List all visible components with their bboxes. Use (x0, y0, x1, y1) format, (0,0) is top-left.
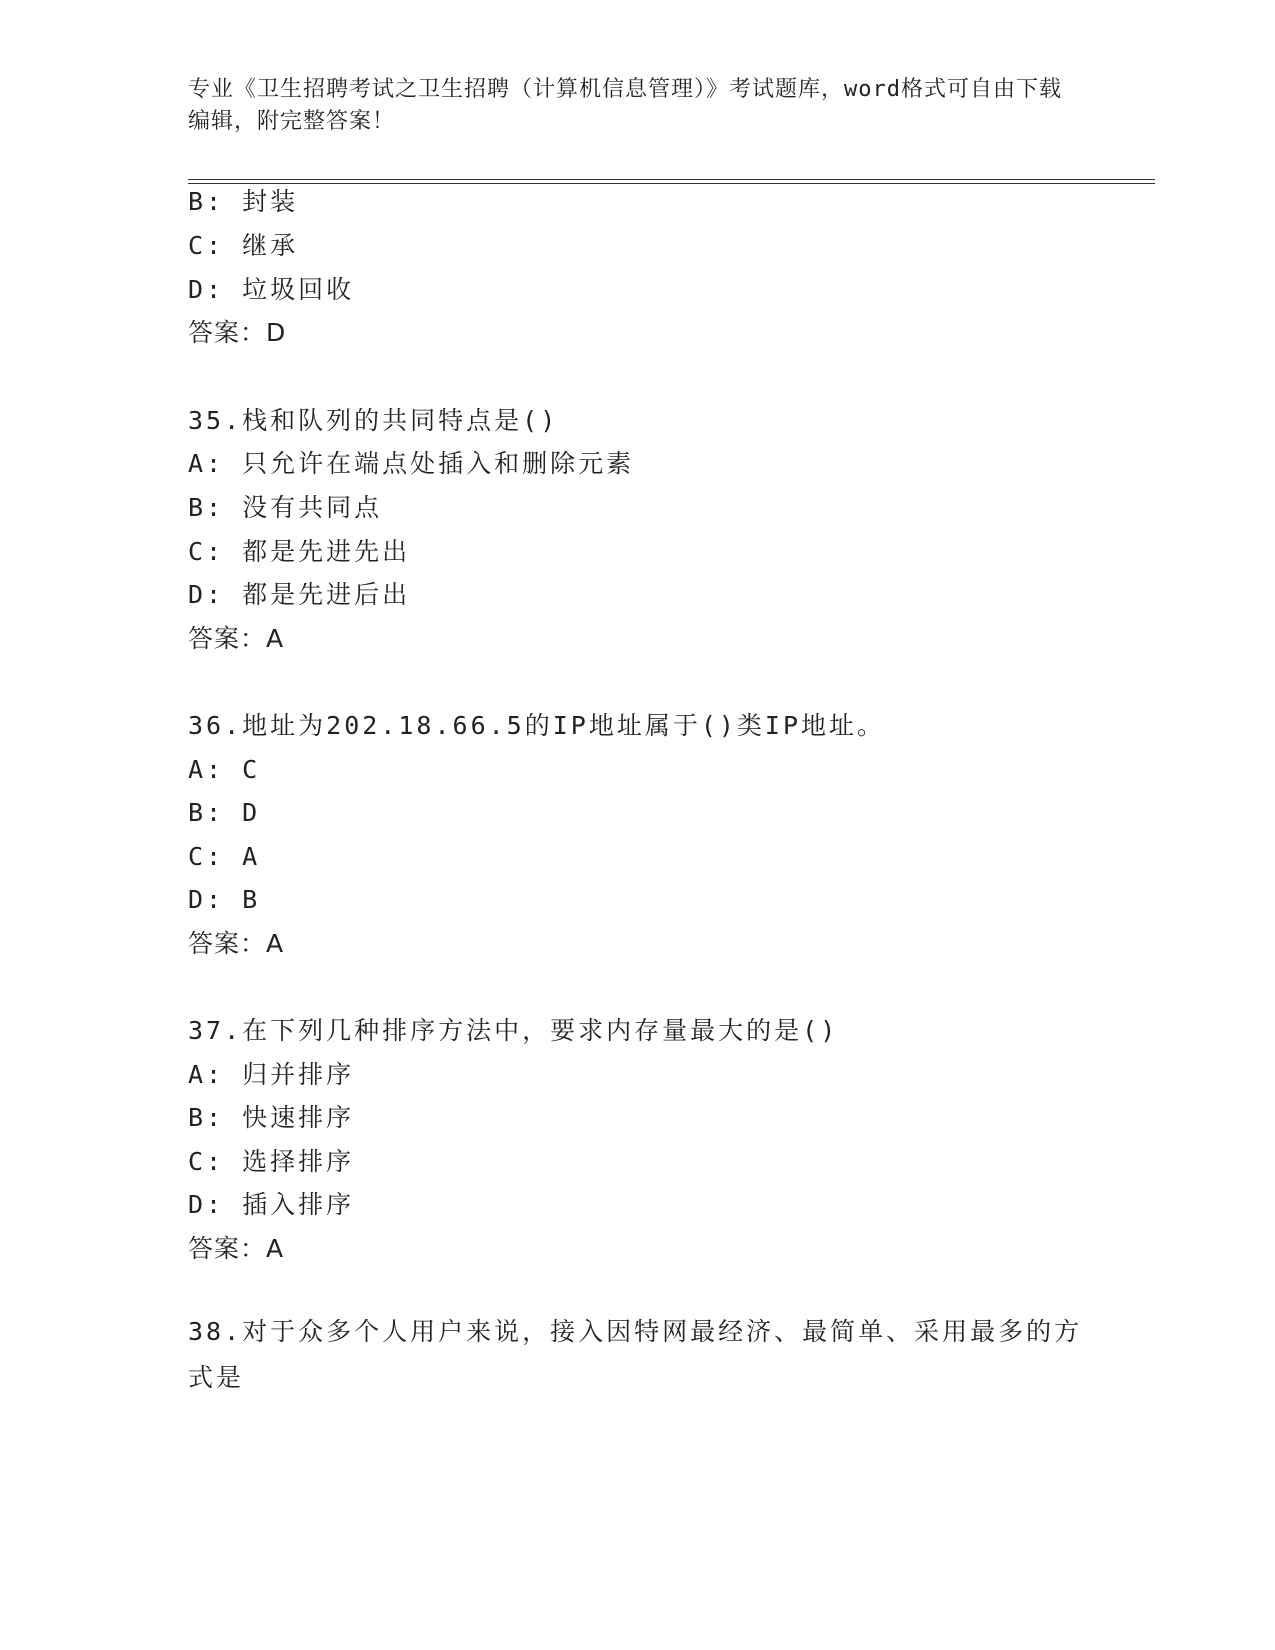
q35-answer: 答案：A (188, 624, 285, 653)
q37-option-a: A: 归并排序 (188, 1060, 355, 1089)
header-divider (188, 179, 1155, 184)
q34-option-c: C: 继承 (188, 231, 299, 260)
q37-option-b: B: 快速排序 (188, 1103, 355, 1132)
q35-stem: 35.栈和队列的共同特点是() (188, 406, 559, 435)
q37-answer: 答案：A (188, 1234, 285, 1263)
q36-option-b: B: D (188, 798, 261, 827)
q36-stem: 36.地址为202.18.66.5的IP地址属于()类IP地址。 (188, 711, 886, 740)
q37-stem: 37.在下列几种排序方法中，要求内存量最大的是() (188, 1016, 839, 1045)
q34-option-b: B: 封装 (188, 187, 299, 216)
q37-option-d: D: 插入排序 (188, 1190, 355, 1219)
q36-option-d: D: B (188, 885, 261, 914)
q36-option-a: A: C (188, 755, 261, 784)
q36-option-c: C: A (188, 842, 261, 871)
q34-option-d: D: 垃圾回收 (188, 275, 355, 304)
document-header: 专业《卫生招聘考试之卫生招聘（计算机信息管理）》考试题库，word格式可自由下载编辑，附完整答案！ (188, 77, 1062, 134)
q35-option-c: C: 都是先进先出 (188, 537, 411, 566)
q34-answer: 答案：D (188, 318, 287, 347)
q36-answer: 答案：A (188, 929, 285, 958)
q35-option-d: D: 都是先进后出 (188, 580, 411, 609)
q38-stem: 38.对于众多个人用户来说，接入因特网最经济、最简单、采用最多的方式是 (188, 1317, 1083, 1392)
q35-option-a: A: 只允许在端点处插入和删除元素 (188, 449, 635, 478)
q37-option-c: C: 选择排序 (188, 1147, 355, 1176)
q35-option-b: B: 没有共同点 (188, 493, 383, 522)
